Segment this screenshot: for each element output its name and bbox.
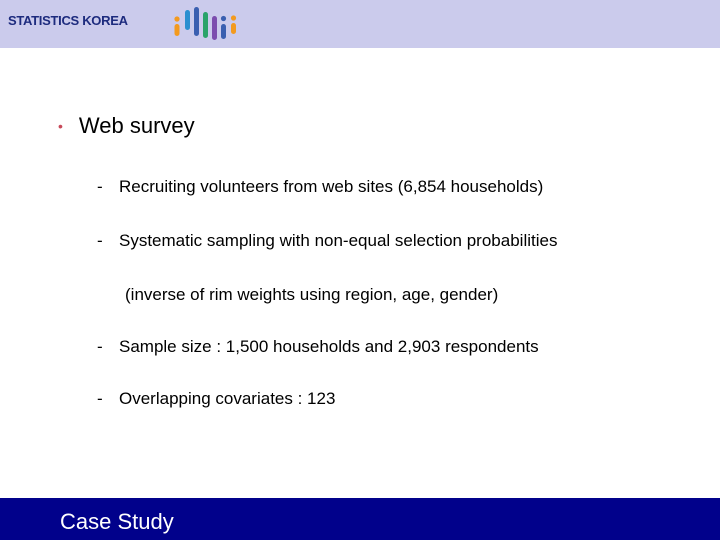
sub-item-dash: -: [97, 337, 103, 356]
header-band: [0, 0, 720, 48]
sub-item-text: Recruiting volunteers from web sites (6,854 households): [119, 177, 544, 196]
sub-item-text: Sample size : 1,500 households and 2,903 respondents: [119, 337, 539, 356]
sub-item: [97, 389, 335, 409]
brand-name: STATISTICS KOREA: [8, 13, 128, 28]
sub-item-text: Systematic sampling with non-equal selection probabilities: [119, 231, 558, 250]
sub-item-dash: -: [97, 389, 103, 408]
sub-item-continuation: [125, 285, 498, 305]
bullet-text: Web survey: [78, 113, 195, 138]
sub-item-dash: -: [97, 177, 103, 196]
sub-item: [97, 337, 539, 357]
sub-item-text: Overlapping covariates : 123: [119, 389, 336, 408]
sub-item: [97, 231, 557, 251]
sub-item-dash: -: [97, 231, 103, 250]
bullet-web-survey: [58, 113, 195, 139]
footer-title: Case Study: [60, 509, 174, 534]
sub-item-text: (inverse of rim weights using region, age, gender): [125, 285, 499, 304]
statistics-korea-logo-icon: [170, 4, 250, 44]
sub-item: [97, 177, 543, 197]
bullet-dot-icon: •: [58, 118, 63, 134]
